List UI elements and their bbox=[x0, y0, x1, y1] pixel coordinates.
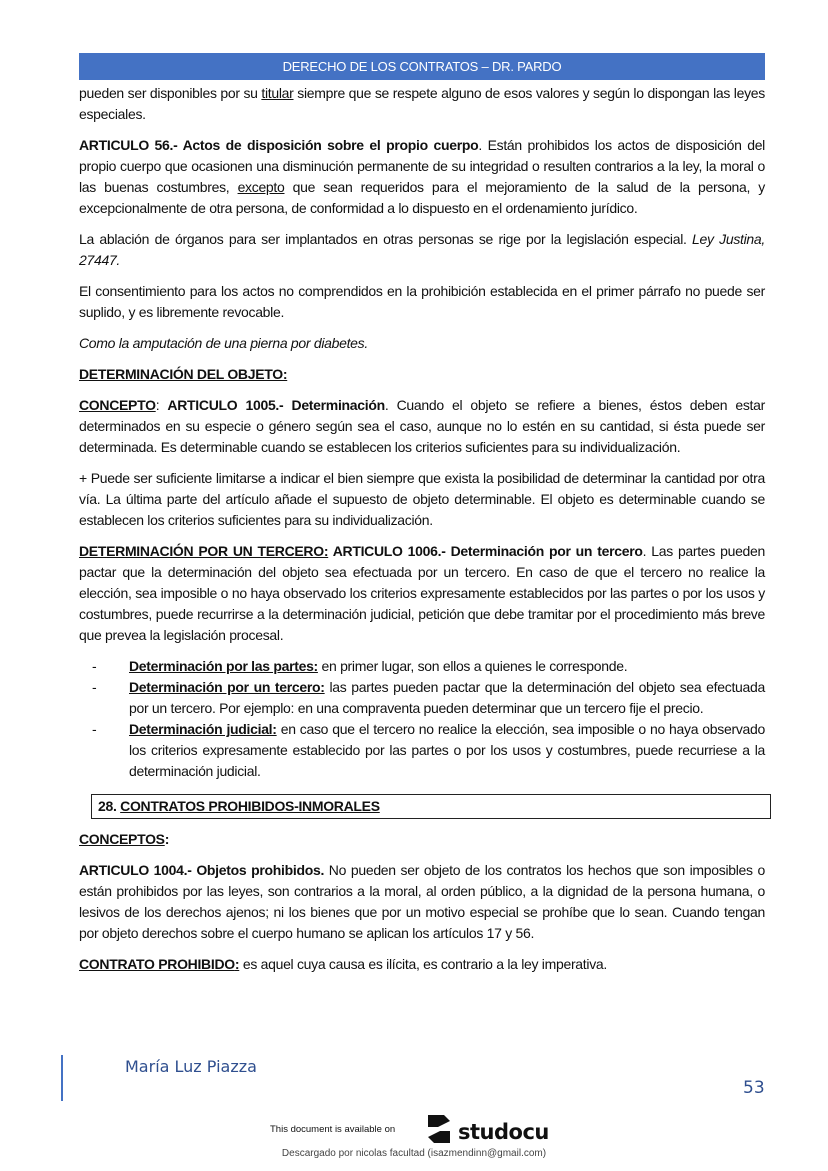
term: Determinación judicial: bbox=[129, 721, 277, 737]
label: CONTRATO PROHIBIDO bbox=[79, 956, 235, 972]
section-title: CONTRATOS PROHIBIDOS-INMORALES bbox=[120, 798, 380, 814]
paragraph bbox=[79, 954, 765, 975]
term: Determinación por las partes: bbox=[129, 658, 318, 674]
download-notice: Descargado por nicolas facultad (isazmendinn@gmail.com) bbox=[281, 1148, 547, 1159]
text: las partes pueden pactar que la determinación del objeto sea efectuada por un tercero. Por ejemplo: en una compraventa pueden determinar que un tercero fije el precio. bbox=[129, 679, 765, 716]
paragraph bbox=[79, 83, 765, 125]
footer-divider bbox=[61, 1055, 63, 1101]
article-heading: ARTICULO 1004.- Objetos prohibidos. bbox=[79, 862, 325, 878]
article-56 bbox=[79, 135, 765, 219]
studocu-logo[interactable] bbox=[424, 1113, 549, 1150]
text: titular bbox=[261, 85, 294, 101]
text: pueden ser disponibles por su bbox=[79, 85, 262, 101]
article-heading: ARTICULO 56.- Actos de disposición sobre el propio cuerpo bbox=[79, 137, 479, 153]
list-item bbox=[79, 656, 765, 677]
text: . Cuando el objeto se refiere a bienes, éstos deben estar determinados en su especie o género según sea el caso, aunque no lo estén en su cantidad, si ésta puede ser determinada. Es determinable cuando se establecen los criterios suficientes para su individualización. bbox=[79, 397, 765, 455]
heading-text: DETERMINACIÓN DEL OBJETO: bbox=[79, 366, 288, 382]
text: que sean requeridos para el mejoramiento de la salud de la persona, y excepcionalmente de otra persona, de conformidad a lo dispuesto en el ordenamiento jurídico. bbox=[79, 179, 765, 216]
text: en caso que el tercero no realice la elección, sea imposible o no haya observado los criterios expresamente establecido por las partes o por los usos y costumbres, puede recurriese a la determinación judicial. bbox=[129, 721, 765, 779]
studocu-brand: studocu bbox=[458, 1119, 549, 1144]
text: siempre que se respete alguno de esos valores y según lo dispongan las leyes especiales. bbox=[79, 85, 765, 122]
label: CONCEPTO bbox=[79, 397, 156, 413]
article-heading: ARTICULO 1005.- Determinación bbox=[167, 397, 385, 413]
citation: Ley Justina, 27447. bbox=[79, 231, 765, 268]
section-heading bbox=[79, 364, 765, 385]
text: excepto bbox=[237, 179, 285, 195]
text: + Puede ser suficiente limitarse a indicar el bien siempre que exista la posibilidad de determinar la cantidad por otra vía. La última parte del artículo añade el supuesto de objeto determinable. El objeto es determinable cuando se establecen los criterios suficientes para su individualización. bbox=[79, 470, 765, 528]
article-1005 bbox=[79, 395, 765, 458]
text: : bbox=[155, 397, 168, 413]
list-item bbox=[79, 719, 765, 782]
text: La ablación de órganos para ser implantados en otras personas se rige por la legislación especial. bbox=[79, 231, 693, 247]
heading-text: CONCEPTOS bbox=[79, 831, 165, 847]
list-item bbox=[79, 677, 765, 719]
document-body bbox=[79, 83, 765, 985]
section-number: 28. bbox=[98, 798, 121, 814]
paragraph bbox=[79, 281, 765, 323]
text: No pueden ser objeto de los contratos los hechos que son imposibles o están prohibidos por las leyes, son contrarios a la moral, al orden público, a la dignidad de la persona humana, o lesivos de los derechos ajenos; ni los bienes que por un motivo especial se prohíbe que lo sean. Cuando tengan por objeto derechos sobre el cuerpo humano se aplican los artículos 17 y 56. bbox=[79, 862, 765, 941]
label: DETERMINACIÓN POR UN TERCERO: bbox=[79, 543, 329, 559]
author-name: María Luz Piazza bbox=[125, 1057, 257, 1076]
paragraph bbox=[79, 468, 765, 531]
term: Determinación por un tercero: bbox=[129, 679, 325, 695]
text: es aquel cuya causa es ilícita, es contrario a la ley imperativa. bbox=[239, 956, 607, 972]
text: . Las partes pueden pactar que la determinación del objeto sea efectuada por un tercero. En caso de que el tercero no realice la elección, sea imposible o no haya observado los criterios expresamente establecidos por las partes o por los usos y costumbres, puede recurrirse a la determinación judicial, petición que debe tramitar por el procedimiento más breve que prevea la legislación procesal. bbox=[79, 543, 766, 643]
text: . Están prohibidos los actos de disposición del propio cuerpo que ocasionen una disminución permanente de su integridad o resulten contrarios a la ley, la moral o las buenas costumbres, bbox=[79, 137, 765, 195]
text: : bbox=[164, 831, 170, 847]
example-note: Como la amputación de una pierna por diabetes. bbox=[79, 335, 368, 351]
article-1006 bbox=[79, 541, 765, 646]
article-heading: ARTICULO 1006.- Determinación por un tercero bbox=[328, 543, 643, 559]
section-title-box bbox=[91, 794, 771, 819]
paragraph bbox=[79, 333, 765, 354]
text: en primer lugar, son ellos a quienes le corresponde. bbox=[317, 658, 628, 674]
paragraph bbox=[79, 229, 765, 271]
studocu-logo-icon bbox=[424, 1113, 454, 1150]
text: : bbox=[234, 956, 240, 972]
availability-text: This document is available on bbox=[270, 1124, 396, 1135]
section-heading bbox=[79, 829, 765, 850]
running-header: DERECHO DE LOS CONTRATOS – DR. PARDO bbox=[79, 53, 765, 80]
determination-list bbox=[79, 656, 765, 782]
article-1004 bbox=[79, 860, 765, 944]
text: El consentimiento para los actos no comprendidos en la prohibición establecida en el primer párrafo no puede ser suplido, y es libremente revocable. bbox=[79, 283, 765, 320]
page-number: 53 bbox=[743, 1078, 765, 1098]
